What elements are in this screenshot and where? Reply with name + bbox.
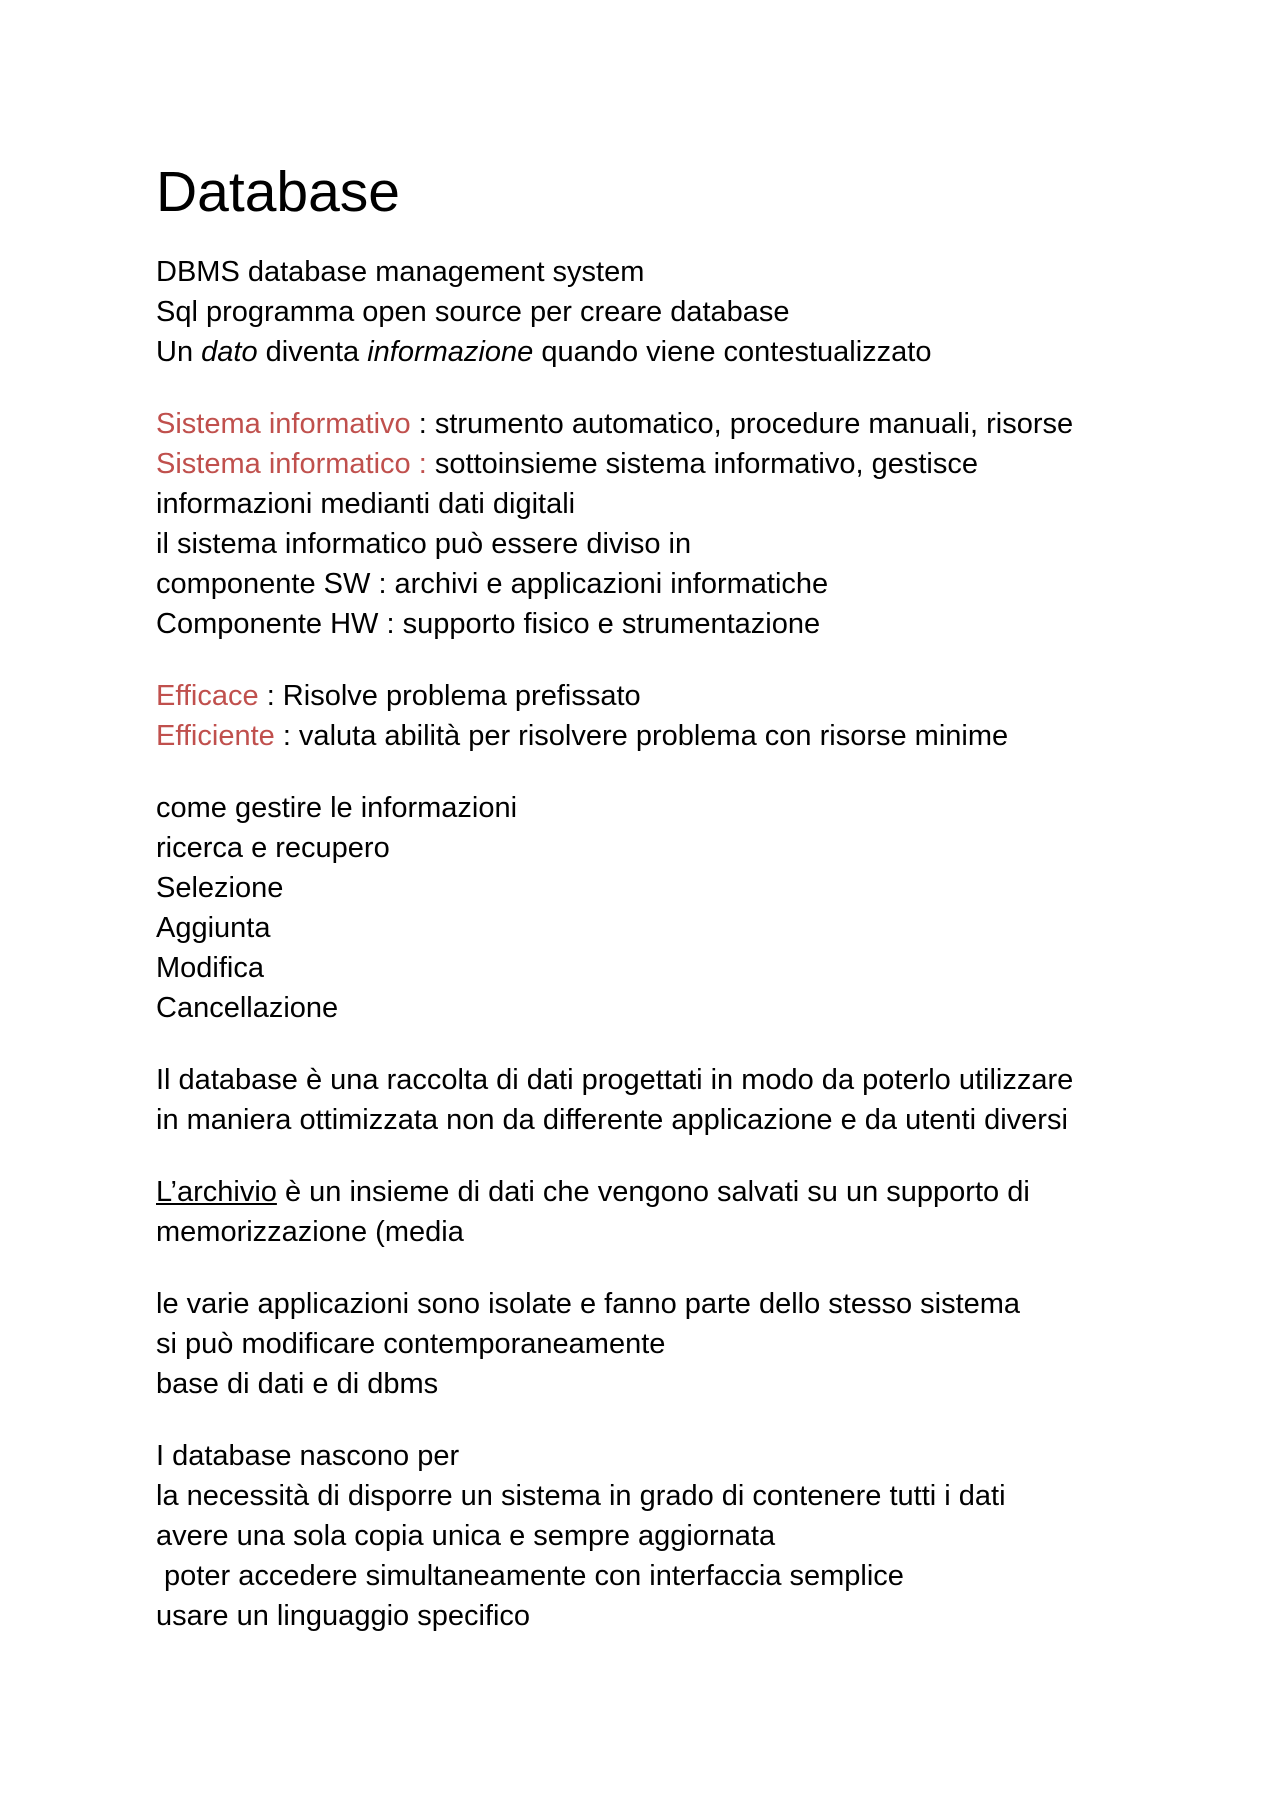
definition-line	[156, 404, 1146, 444]
intro-line: DBMS database management system	[156, 256, 645, 288]
definition-line	[156, 716, 1146, 756]
definition-line	[156, 444, 1146, 484]
underlined-term: L’archivio	[156, 1176, 277, 1208]
list-item: Cancellazione	[156, 992, 339, 1024]
applicazioni-section	[156, 1284, 1146, 1404]
text-line: il sistema informatico può essere diviso in	[156, 528, 692, 560]
definition-text: : Risolve problema prefissato	[258, 680, 641, 712]
italic-term-informazione: informazione	[367, 336, 534, 368]
text-line: usare un linguaggio specifico	[156, 1600, 531, 1632]
text-line: la necessità di disporre un sistema in grado di contenere tutti i dati	[156, 1480, 1006, 1512]
text-run: è un insieme di dati che vengono salvati su un supporto di	[276, 1176, 1030, 1208]
highlight-term: Sistema informativo	[156, 408, 419, 440]
highlight-term: Efficiente	[156, 720, 275, 752]
list-item: ricerca e recupero	[156, 832, 390, 864]
highlight-term: Efficace	[156, 680, 259, 712]
list-item: Modifica	[156, 952, 264, 984]
list-item: come gestire le informazioni	[156, 792, 518, 824]
gestione-section	[156, 788, 1146, 1028]
text-line: memorizzazione (media	[156, 1216, 464, 1248]
text-run: diventa	[257, 336, 368, 368]
nascita-section	[156, 1436, 1146, 1636]
text-line: I database nascono per	[156, 1440, 460, 1472]
intro-section	[156, 252, 1146, 372]
text-run: Un	[156, 336, 202, 368]
intro-line	[156, 332, 1146, 372]
list-item: Aggiunta	[156, 912, 271, 944]
page-title: Database	[156, 160, 401, 224]
definizione-db-section	[156, 1060, 1146, 1140]
sistemi-section	[156, 404, 1146, 644]
list-item: Selezione	[156, 872, 284, 904]
definition-text: : strumento automatico, procedure manuali, risorse	[418, 408, 1074, 440]
text-line: poter accedere simultaneamente con interfaccia semplice	[156, 1560, 904, 1592]
intro-line: Sql programma open source per creare database	[156, 296, 790, 328]
text-line: Il database è una raccolta di dati progettati in modo da poterlo utilizzare	[156, 1064, 1074, 1096]
archivio-section	[156, 1172, 1146, 1252]
text-line: base di dati e di dbms	[156, 1368, 439, 1400]
text-line: le varie applicazioni sono isolate e fanno parte dello stesso sistema	[156, 1288, 1021, 1320]
definition-line	[156, 676, 1146, 716]
document-page	[156, 152, 1146, 1668]
text-line: Componente HW : supporto fisico e strumentazione	[156, 608, 821, 640]
highlight-term: Sistema informatico :	[156, 448, 435, 480]
text-line	[156, 1172, 1146, 1212]
text-run: quando viene contestualizzato	[533, 336, 932, 368]
text-line: in maniera ottimizzata non da differente applicazione e da utenti diversi	[156, 1104, 1068, 1136]
text-line: componente SW : archivi e applicazioni informatiche	[156, 568, 829, 600]
text-line: avere una sola copia unica e sempre aggiornata	[156, 1520, 776, 1552]
definition-text: : valuta abilità per risolvere problema con risorse minime	[274, 720, 1009, 752]
italic-term-dato: dato	[201, 336, 258, 368]
text-line: informazioni medianti dati digitali	[156, 488, 576, 520]
definition-text: sottoinsieme sistema informativo, gestisce	[434, 448, 978, 480]
efficacia-section	[156, 676, 1146, 756]
text-line: si può modificare contemporaneamente	[156, 1328, 666, 1360]
